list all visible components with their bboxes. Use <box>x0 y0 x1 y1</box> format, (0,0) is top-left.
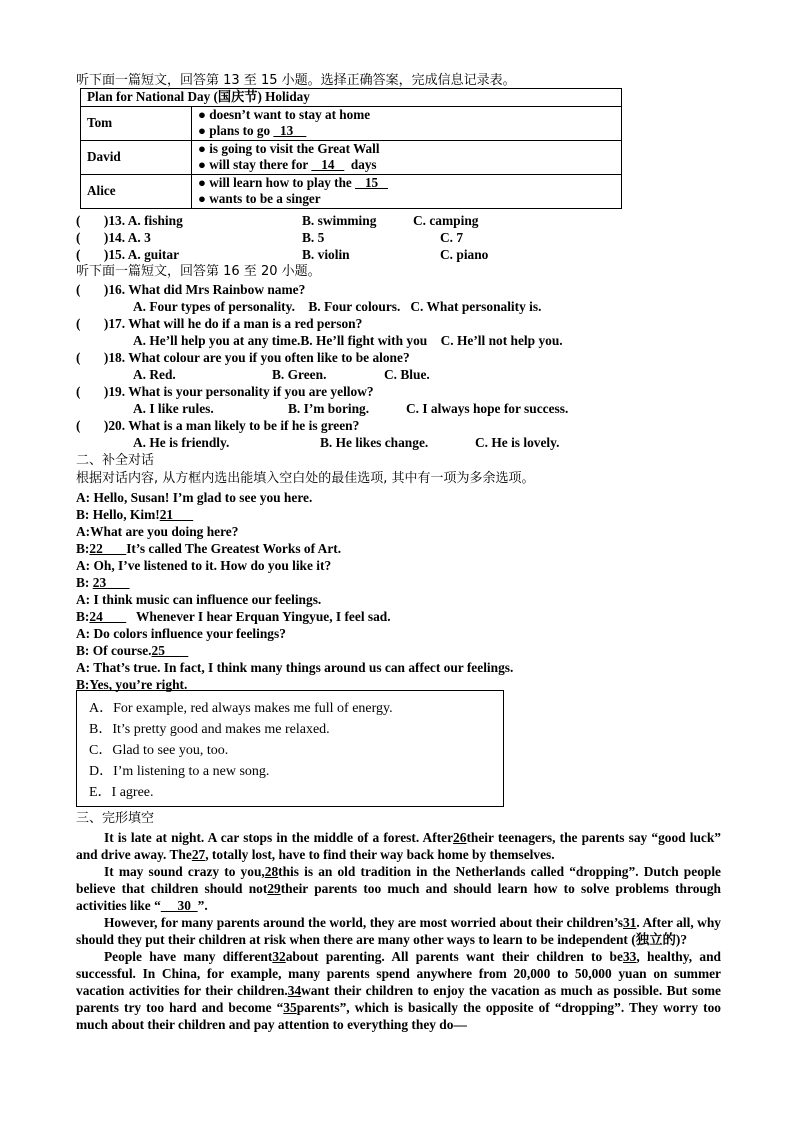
cloze-paragraph: People have many different32about parenting. All parents want their children to be33, healthy, and successful. In China, for example, many parents spend anywhere from 20,000 to 50,000 yuan on summer vacation activities for their children.34want their children to enjoy the vacation as much as possible. But some parents try too hard and become “35parents”, which is basically the opposite of “dropping”. They worry too much about their children and pay attention to everything they do— <box>76 949 722 1032</box>
blank-28: 28 <box>264 864 279 879</box>
cloze-paragraph: It is late at night. A car stops in the middle of a forest. After26their teenagers, the parents say “good luck” and drive away. The27, totally lost, have to find their way back home by themselves. <box>76 830 722 862</box>
blank-35: 35 <box>283 1000 297 1015</box>
dialogue-line: B:22 It’s called The Greatest Works of Art. <box>76 541 342 556</box>
section-3-title: 三、完形填空 <box>76 811 155 826</box>
options-box <box>76 690 504 807</box>
dialogue-line: A:What are you doing here? <box>76 524 239 539</box>
row-line: ● wants to be a singer <box>198 191 321 206</box>
question-19: ( )19. What is your personality if you are yellow? <box>76 384 374 399</box>
question-17-options: A. He’ll help you at any time.B. He’ll fight with you C. He’ll not help you. <box>133 333 563 348</box>
dialogue-line: B: Hello, Kim!21 <box>76 507 194 522</box>
blank-13: 13 <box>273 123 307 138</box>
blank-15: 15 <box>355 174 389 190</box>
dialogue-line: B: 23 <box>76 575 130 590</box>
row-name: David <box>81 140 192 174</box>
question-17: ( )17. What will he do if a man is a red person? <box>76 316 363 331</box>
dialogue-line: B:Yes, you’re right. <box>76 677 188 692</box>
table-row <box>81 140 622 174</box>
row-line: ● will learn how to play the 15 <box>198 174 389 190</box>
question-16-options: A. Four types of personality. B. Four colours. C. What personality is. <box>133 299 542 314</box>
question-18: ( )18. What colour are you if you often like to be alone? <box>76 350 410 365</box>
row-content <box>192 140 622 174</box>
blank-25: 25 <box>151 643 189 658</box>
cloze-paragraph: However, for many parents around the world, they are most worried about their children’s31. After all, why should they put their children at risk when there are many other ways to learn to be independent (独立的)? <box>76 915 721 947</box>
row-name: Tom <box>81 106 192 140</box>
dialogue-line: A: That’s true. In fact, I think many things around us can affect our feelings. <box>76 660 514 675</box>
option-e: E．I agree. <box>89 785 154 800</box>
table-row <box>81 174 622 208</box>
blank-33: 33 <box>622 949 637 964</box>
blank-27: 27 <box>191 847 206 862</box>
row-content <box>192 174 622 208</box>
blank-31: 31 <box>623 915 637 930</box>
blank-14: 14 <box>311 157 345 172</box>
dialogue-line: A: I think music can influence our feelings. <box>76 592 322 607</box>
dialogue-line: A: Oh, I’ve listened to it. How do you like it? <box>76 558 332 573</box>
row-line: ● doesn’t want to stay at home <box>198 106 371 122</box>
dialogue-line: A: Hello, Susan! I’m glad to see you here. <box>76 490 313 505</box>
blank-29: 29 <box>267 881 281 896</box>
row-line: ● will stay there for 14 days <box>198 157 377 172</box>
dialogue-line: A: Do colors influence your feelings? <box>76 626 286 641</box>
question-20: ( )20. What is a man likely to be if he is green? <box>76 418 360 433</box>
exam-page: 听下面一篇短文，回答第 13 至 15 小题。选择正确答案，完成信息记录表。 Plan for National Day (国庆节) Holiday Tom ● doesn’t want to stay at home ● plans to go 13 David ● is going to visit the Great Wall ● will stay there for 14 days Alice ● will learn how to play the 15 ● wants to be a singer ( )13. A. fishing B. swimming C. camping ( )14. A. 3 B. 5 C. 7 ( )15. A. guitar B. violin C. piano 听下面一篇短文，回答第 16 至 20 小题。 ( )16. What did Mrs Rainbow name? A. Four types of personality. B. Four colours. C. What personality is. ( )17. What will he do if a man is a red person? A. He’ll help you at any time.B. He’ll fight with you C. He’ll not help you. ( )18. What colour are you if you often like to be alone? A. Red. B. Green. C. Blue. ( )19. What is your personality if you are yellow? A. I like rules. B. I’m boring. C. I always hope for success. ( )20. What is a man likely to be if he is green? A. He is friendly. B. He likes change. C. He is lovely. 二、补全对话 根据对话内容, 从方框内选出能填入空白处的最佳选项, 其中有一项为多余选项。 A: Hello, Susan! I’m glad to see you here. B: Hello, Kim!21 A:What are you doing here? B:22 It’s called The Greatest Works of Art. A: Oh, I’ve listened to it. How do you like it? B: 23 A: I think music can influence our feelings. B:24 Whenever I hear Erquan Yingyue, I feel sad. A: Do colors influence your feelings? B: Of course.25 A: That’s true. In fact, I think many things around us can affect our feelings. B:Yes, you’re right. A．For example, red always makes me full of energy. B．It’s pretty good and makes me relaxed. C．Glad to see you, too. D．I’m listening to a new song. E．I agree. 三、完形填空 It is late at night. A car stops in the middle of a forest. After26their teenagers, the parents say “good luck” and drive away. The27, totally lost, have to find their way back home by themselves. It may sound crazy to you,28this is an old tradition in the Netherlands called “dropping”. Dutch people believe that children should not29their parents too much and should learn how to solve problems through activities like “ 30 ”. However, for many parents around the world, they are most worried about their children’s31. After all, why should they put their children at risk when there are many other ways to learn to be independent (独立的)? People have many different32about parenting. All parents want their children to be33, healthy, and successful. In China, for example, many parents spend anywhere from 20,000 to 50,000 yuan on summer vacation activities for their children.34want their children to enjoy the vacation as much as possible. But some parents try too hard and become “35parents”, which is basically the opposite of “dropping”. They worry too much about their children and pay attention to everything they do— <box>0 0 794 1124</box>
blank-24: 24 <box>89 609 127 624</box>
info-table <box>80 88 622 209</box>
section-2-title: 二、补全对话 <box>76 453 155 468</box>
section-2-instructions: 根据对话内容, 从方框内选出能填入空白处的最佳选项, 其中有一项为多余选项。 <box>76 471 535 486</box>
table-row <box>81 106 622 140</box>
cloze-paragraph: It may sound crazy to you,28this is an old tradition in the Netherlands called “dropping”. Dutch people believe that children should not29their parents too much and should learn how to solve problems through activities like “ 30 ”. <box>76 864 722 913</box>
option-d: D．I’m listening to a new song. <box>89 764 270 779</box>
option-b: B．It’s pretty good and makes me relaxed. <box>89 722 330 737</box>
cloze-passage <box>76 829 721 1033</box>
option-a: A．For example, red always makes me full of energy. <box>89 701 393 716</box>
row-line: ● plans to go 13 <box>198 123 307 138</box>
row-content <box>192 106 622 140</box>
question-16: ( )16. What did Mrs Rainbow name? <box>76 282 306 297</box>
blank-21: 21 <box>159 507 194 522</box>
blank-26: 26 <box>453 830 467 845</box>
listening-intro-1: 听下面一篇短文，回答第 13 至 15 小题。选择正确答案，完成信息记录表。 <box>76 73 516 88</box>
blank-30: 30 <box>160 898 198 913</box>
table-header: Plan for National Day (国庆节) Holiday <box>81 89 622 107</box>
blank-34: 34 <box>287 983 302 998</box>
row-name: Alice <box>81 174 192 208</box>
row-line: ● is going to visit the Great Wall <box>198 140 380 156</box>
dialogue-line: B: Of course.25 <box>76 643 189 658</box>
blank-32: 32 <box>272 949 286 964</box>
listening-intro-2: 听下面一篇短文，回答第 16 至 20 小题。 <box>76 264 321 279</box>
option-c: C．Glad to see you, too. <box>89 743 229 758</box>
blank-22: 22 <box>89 541 127 556</box>
dialogue-line: B:24 Whenever I hear Erquan Yingyue, I feel sad. <box>76 609 391 624</box>
blank-23: 23 <box>92 575 130 590</box>
